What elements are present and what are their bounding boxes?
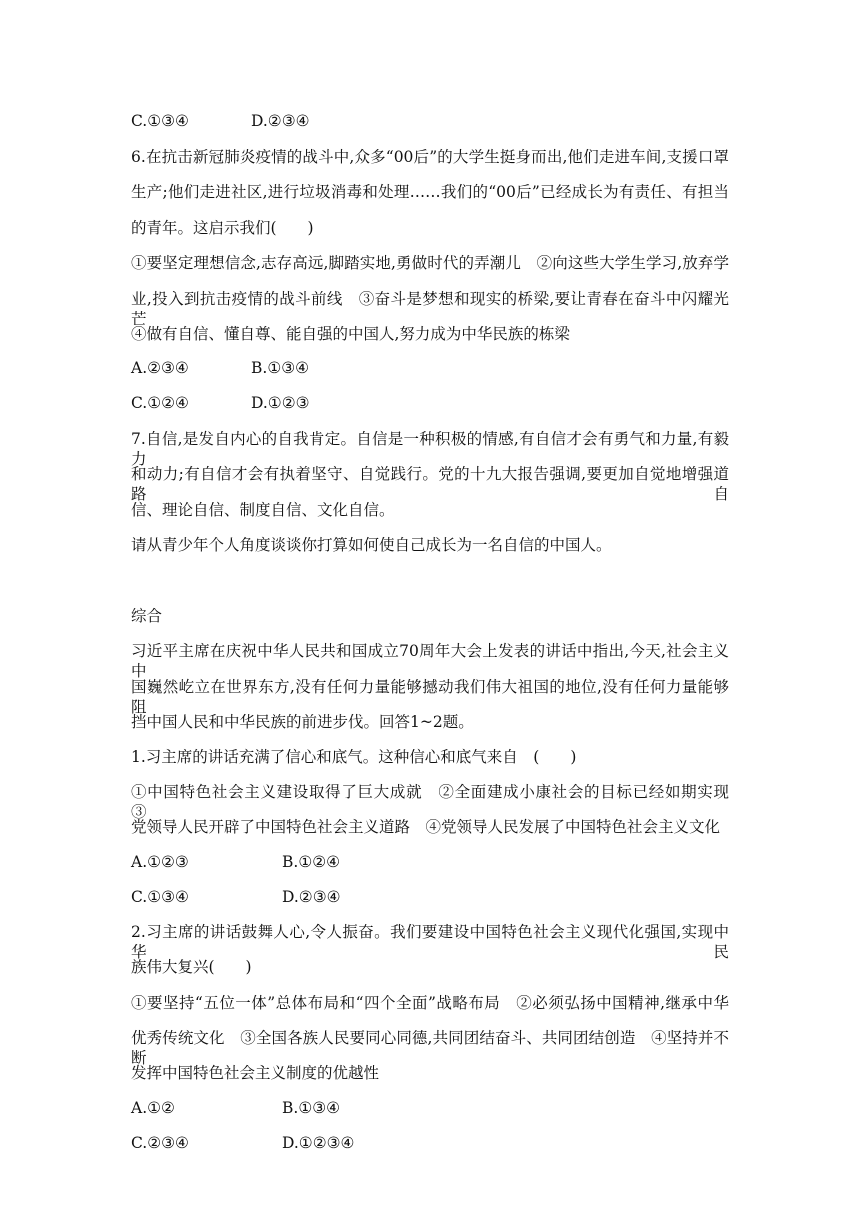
s1-statement-line-2: 党领导人民开辟了中国特色社会主义道路 ④党领导人民发展了中国特色社会主义文化 [131,818,721,836]
q7-prompt: 请从青少年个人角度谈谈你打算如何使自己成长为一名自信的中国人。 [131,536,612,554]
q6-option-c: C.①②④ [131,394,189,412]
s1-statement-line-1: ①中国特色社会主义建设取得了巨大成就 ②全面建成小康社会的目标已经如期实现 ③ [131,783,745,821]
s2-statement-line-1: ①要坚持“五位一体”总体布局和“四个全面”战略布局 ②必须弘扬中国精神,继承中华 [131,994,729,1012]
s2-stem-line-1: 2.习主席的讲话鼓舞人心,令人振奋。我们要建设中国特色社会主义现代化强国,实现中华民 [131,923,729,961]
q5-option-c: C.①③④ [131,112,189,130]
q7-stem-line-3: 信、理论自信、制度自信、文化自信。 [131,501,395,519]
q6-option-d: D.①②③ [251,394,310,412]
s2-stem-line-2: 族伟大复兴( ) [131,958,252,976]
q5-option-d: D.②③④ [251,112,310,130]
section-title: 综合 [131,607,163,625]
s1-option-d: D.②③④ [282,888,341,906]
s1-option-a: A.①②③ [131,853,189,871]
q6-option-b: B.①③④ [251,359,310,377]
q6-stem-line-3: 的青年。这启示我们( ) [131,219,314,237]
q6-statement-line-3: ④做有自信、懂自尊、能自强的中国人,努力成为中华民族的栋梁 [131,325,570,343]
s2-option-c: C.②③④ [131,1134,189,1152]
s1-option-b: B.①②④ [282,853,341,871]
s2-option-d: D.①②③④ [282,1134,355,1152]
q6-stem-line-2: 生产;他们走进社区,进行垃圾消毒和处理……我们的“00后”已经成长为有责任、有担当 [131,183,729,201]
s2-statement-line-2: 优秀传统文化 ③全国各族人民要同心同德,共同团结奋斗、共同团结创造 ④坚持并不断 [131,1029,729,1067]
q6-option-a: A.②③④ [131,359,189,377]
section-intro-line-3: 挡中国人民和中华民族的前进步伐。回答1~2题。 [131,713,474,731]
q6-stem-line-1: 6.在抗击新冠肺炎疫情的战斗中,众多“00后”的大学生挺身而出,他们走进车间,支援口罩 [131,148,729,166]
s1-stem: 1.习主席的讲话充满了信心和底气。这种信心和底气来自 ( ) [131,748,577,766]
q6-statement-line-2: 业,投入到抗击疫情的战斗前线 ③奋斗是梦想和现实的桥梁,要让青春在奋斗中闪耀光芒 [131,290,729,328]
q6-statement-line-1: ①要坚定理想信念,志存高远,脚踏实地,勇做时代的弄潮儿 ②向这些大学生学习,放弃学 [131,254,729,272]
s2-statement-line-3: 发挥中国特色社会主义制度的优越性 [131,1064,380,1082]
q7-stem-line-2: 和动力;有自信才会有执着坚守、自觉践行。党的十九大报告强调,要更加自觉地增强道路自 [131,465,729,503]
section-intro-line-1: 习近平主席在庆祝中华人民共和国成立70周年大会上发表的讲话中指出,今天,社会主义中 [131,642,729,680]
s1-option-c: C.①③④ [131,888,189,906]
section-intro-line-2: 国巍然屹立在世界东方,没有任何力量能够撼动我们伟大祖国的地位,没有任何力量能够阻 [131,678,729,716]
q7-stem-line-1: 7.自信,是发自内心的自我肯定。自信是一种积极的情感,有自信才会有勇气和力量,有毅力 [131,430,729,468]
s2-option-a: A.①② [131,1099,175,1117]
s2-option-b: B.①③④ [282,1099,341,1117]
